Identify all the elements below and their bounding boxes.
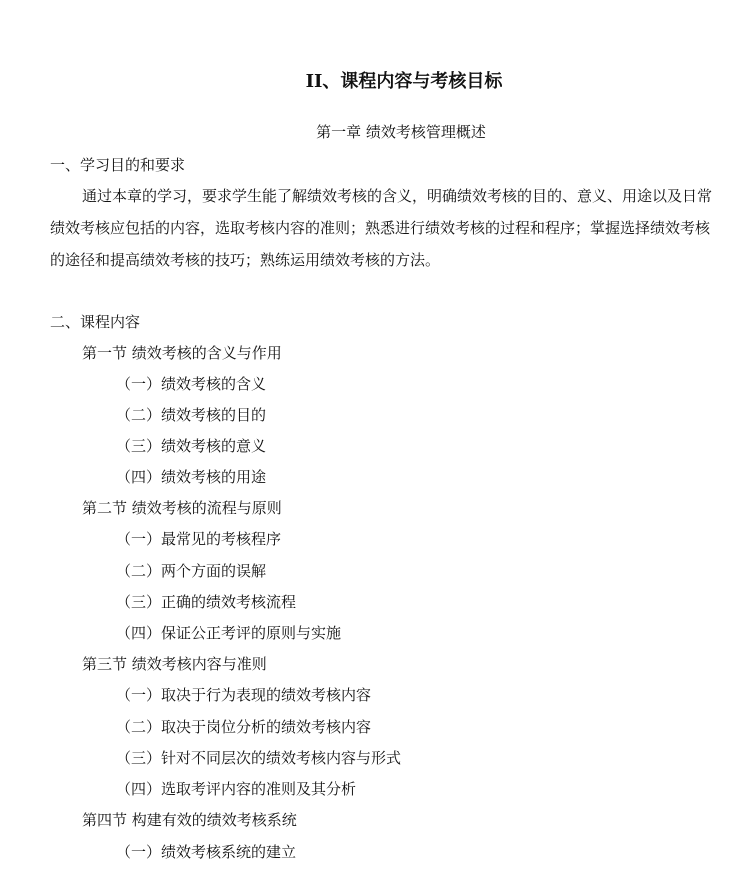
document-title: II、课程内容与考核目标	[305, 71, 503, 92]
section-heading-course-content: 二、课程内容	[50, 313, 141, 331]
list-item: （一）最常见的考核程序	[116, 530, 282, 548]
section-heading-learning-goals: 一、学习目的和要求	[50, 156, 186, 174]
paragraph-line: 绩效考核应包括的内容，选取考核内容的准则；熟悉进行绩效考核的过程和程序；掌握选择绩效考核	[50, 219, 711, 237]
list-item: （一）绩效考核的含义	[116, 375, 267, 393]
list-item: （三）针对不同层次的绩效考核内容与形式	[116, 749, 402, 767]
list-item: （三）正确的绩效考核流程	[116, 593, 297, 611]
subsection-heading: 第三节 绩效考核内容与准则	[82, 655, 267, 673]
subsection-heading: 第二节 绩效考核的流程与原则	[82, 499, 282, 517]
list-item: （二）取决于岗位分析的绩效考核内容	[116, 718, 372, 736]
paragraph-line: 的途径和提高绩效考核的技巧；熟练运用绩效考核的方法。	[50, 251, 441, 269]
chapter-heading: 第一章 绩效考核管理概述	[316, 123, 486, 141]
list-item: （四）保证公正考评的原则与实施	[116, 624, 342, 642]
list-item: （一）绩效考核系统的建立	[116, 843, 297, 861]
list-item: （四）选取考评内容的准则及其分析	[116, 780, 357, 798]
list-item: （四）绩效考核的用途	[116, 468, 267, 486]
paragraph-line: 通过本章的学习，要求学生能了解绩效考核的含义，明确绩效考核的目的、意义、用途以及日常	[82, 187, 713, 205]
list-item: （二）两个方面的误解	[116, 562, 267, 580]
subsection-heading: 第一节 绩效考核的含义与作用	[82, 344, 282, 362]
subsection-heading: 第四节 构建有效的绩效考核系统	[82, 811, 297, 829]
list-item: （一）取决于行为表现的绩效考核内容	[116, 686, 372, 704]
list-item: （二）绩效考核的目的	[116, 406, 267, 424]
list-item: （三）绩效考核的意义	[116, 437, 267, 455]
